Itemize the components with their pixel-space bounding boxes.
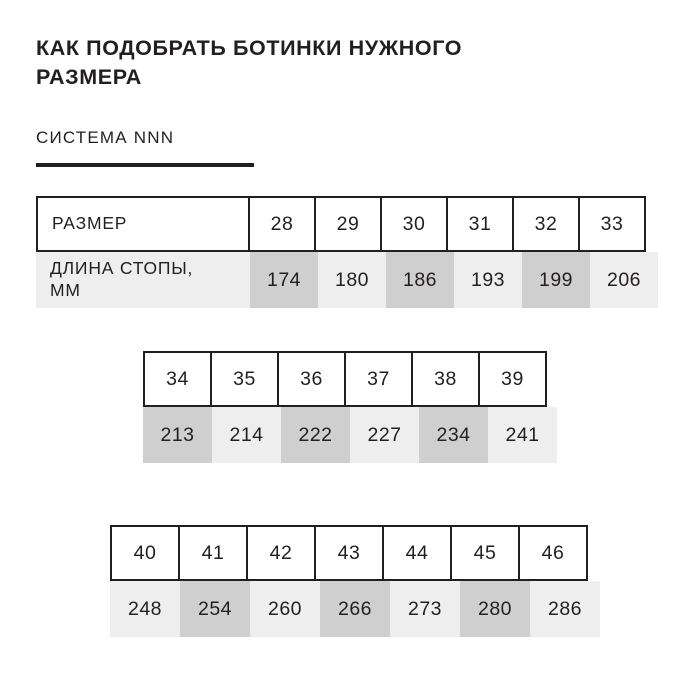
length-cell: 241: [488, 407, 557, 463]
size-cell: 46: [518, 525, 588, 581]
length-cell: 266: [320, 581, 390, 637]
size-cell: 43: [314, 525, 384, 581]
size-cell: 30: [380, 196, 448, 252]
size-cell: 39: [478, 351, 547, 407]
table-row-lengths: [143, 407, 557, 463]
length-cell: 213: [143, 407, 212, 463]
size-cell: 29: [314, 196, 382, 252]
row-label-line1: ДЛИНА СТОПЫ,: [50, 258, 194, 279]
length-cell: 248: [110, 581, 180, 637]
size-cell: 38: [411, 351, 480, 407]
page-title: КАК ПОДОБРАТЬ БОТИНКИ НУЖНОГО РАЗМЕРА: [36, 36, 463, 89]
size-cell: 35: [210, 351, 279, 407]
size-cell: 36: [277, 351, 346, 407]
length-cell: 222: [281, 407, 350, 463]
length-cell: 260: [250, 581, 320, 637]
table-row-sizes: [36, 196, 658, 252]
length-cell: 286: [530, 581, 600, 637]
size-table-block-1: [36, 196, 658, 308]
length-cell: 186: [386, 252, 454, 308]
table-row-sizes: [143, 351, 557, 407]
size-cell: 28: [248, 196, 316, 252]
size-table-block-2: [143, 351, 557, 463]
length-cell: 227: [350, 407, 419, 463]
row-label-foot-length: [36, 252, 250, 308]
length-cell: 214: [212, 407, 281, 463]
length-cell: 206: [590, 252, 658, 308]
size-cell: 34: [143, 351, 212, 407]
size-cell: 32: [512, 196, 580, 252]
row-label-size: РАЗМЕР: [36, 196, 250, 252]
length-cell: 174: [250, 252, 318, 308]
length-cell: 254: [180, 581, 250, 637]
size-cell: 45: [450, 525, 520, 581]
table-row-lengths: [36, 252, 658, 308]
size-table-block-3: [110, 525, 600, 637]
size-cell: 33: [578, 196, 646, 252]
length-cell: 280: [460, 581, 530, 637]
length-cell: 199: [522, 252, 590, 308]
size-cell: 37: [344, 351, 413, 407]
table-row-lengths: [110, 581, 600, 637]
title-divider: [36, 163, 254, 167]
table-row-sizes: [110, 525, 600, 581]
length-cell: 273: [390, 581, 460, 637]
length-cell: 193: [454, 252, 522, 308]
size-cell: 41: [178, 525, 248, 581]
size-cell: 44: [382, 525, 452, 581]
length-cell: 234: [419, 407, 488, 463]
section-subtitle: СИСТЕМА NNN: [36, 128, 175, 148]
size-cell: 42: [246, 525, 316, 581]
length-cell: 180: [318, 252, 386, 308]
row-label-line2: ММ: [50, 280, 81, 300]
size-cell: 31: [446, 196, 514, 252]
size-cell: 40: [110, 525, 180, 581]
